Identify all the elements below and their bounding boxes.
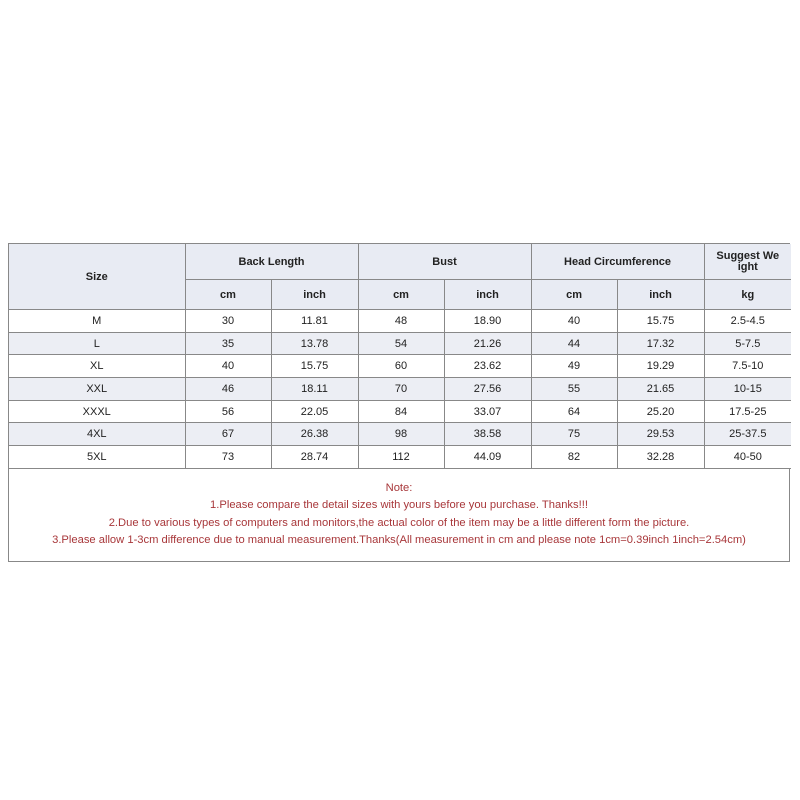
- table-cell: 75: [531, 423, 617, 446]
- table-cell: 35: [185, 332, 271, 355]
- table-cell: 38.58: [444, 423, 531, 446]
- notes-section: [9, 469, 789, 561]
- size-cell: XXL: [9, 378, 185, 401]
- table-cell: 28.74: [271, 446, 358, 469]
- table-cell: 40: [531, 310, 617, 333]
- table-cell: 25.20: [617, 400, 704, 423]
- table-cell: 21.26: [444, 332, 531, 355]
- table-cell: 73: [185, 446, 271, 469]
- table-cell: 30: [185, 310, 271, 333]
- table-cell: 7.5-10: [704, 355, 791, 378]
- table-cell: 54: [358, 332, 444, 355]
- unit-header: kg: [704, 280, 791, 310]
- table-cell: 84: [358, 400, 444, 423]
- size-cell: XL: [9, 355, 185, 378]
- note-line: 3.Please allow 1-3cm difference due to manual measurement.Thanks(All measurement in cm and please note 1cm=0.39inch 1inch=2.54cm): [52, 534, 746, 547]
- unit-header: cm: [185, 280, 271, 310]
- size-header: Size: [9, 244, 185, 310]
- size-table: [9, 244, 791, 469]
- table-cell: 32.28: [617, 446, 704, 469]
- table-cell: 48: [358, 310, 444, 333]
- table-cell: 23.62: [444, 355, 531, 378]
- table-cell: 70: [358, 378, 444, 401]
- table-cell: 29.53: [617, 423, 704, 446]
- table-cell: 17.5-25: [704, 400, 791, 423]
- table-row: [9, 332, 791, 355]
- suggest-weight-header: Suggest Weight: [704, 244, 791, 280]
- size-cell: M: [9, 310, 185, 333]
- table-row: [9, 378, 791, 401]
- table-cell: 82: [531, 446, 617, 469]
- table-cell: 10-15: [704, 378, 791, 401]
- table-cell: 40-50: [704, 446, 791, 469]
- table-cell: 56: [185, 400, 271, 423]
- table-cell: 49: [531, 355, 617, 378]
- size-cell: 4XL: [9, 423, 185, 446]
- table-cell: 18.11: [271, 378, 358, 401]
- table-cell: 46: [185, 378, 271, 401]
- unit-header: cm: [358, 280, 444, 310]
- note-line: 2.Due to various types of computers and monitors,the actual color of the item may be a little different form the picture.: [108, 516, 690, 529]
- table-cell: 33.07: [444, 400, 531, 423]
- table-cell: 13.78: [271, 332, 358, 355]
- table-cell: 64: [531, 400, 617, 423]
- unit-header: inch: [617, 280, 704, 310]
- table-cell: 44.09: [444, 446, 531, 469]
- unit-header: inch: [444, 280, 531, 310]
- size-cell: L: [9, 332, 185, 355]
- head-circumference-header: Head Circumference: [531, 244, 704, 280]
- table-cell: 19.29: [617, 355, 704, 378]
- size-cell: 5XL: [9, 446, 185, 469]
- unit-header: inch: [271, 280, 358, 310]
- back-length-header: Back Length: [185, 244, 358, 280]
- table-cell: 21.65: [617, 378, 704, 401]
- table-cell: 25-37.5: [704, 423, 791, 446]
- table-cell: 44: [531, 332, 617, 355]
- table-cell: 15.75: [617, 310, 704, 333]
- table-cell: 40: [185, 355, 271, 378]
- table-cell: 112: [358, 446, 444, 469]
- table-row: [9, 400, 791, 423]
- table-cell: 11.81: [271, 310, 358, 333]
- table-cell: 67: [185, 423, 271, 446]
- table-cell: 26.38: [271, 423, 358, 446]
- table-row: [9, 310, 791, 333]
- unit-header: cm: [531, 280, 617, 310]
- table-row: [9, 446, 791, 469]
- table-cell: 27.56: [444, 378, 531, 401]
- table-cell: 18.90: [444, 310, 531, 333]
- bust-header: Bust: [358, 244, 531, 280]
- table-cell: 15.75: [271, 355, 358, 378]
- size-chart: [8, 243, 790, 562]
- size-cell: XXXL: [9, 400, 185, 423]
- table-cell: 98: [358, 423, 444, 446]
- table-row: [9, 355, 791, 378]
- table-row: [9, 423, 791, 446]
- table-cell: 55: [531, 378, 617, 401]
- table-cell: 2.5-4.5: [704, 310, 791, 333]
- note-line: 1.Please compare the detail sizes with yours before you purchase. Thanks!!!: [210, 499, 588, 512]
- table-cell: 60: [358, 355, 444, 378]
- table-cell: 22.05: [271, 400, 358, 423]
- table-cell: 17.32: [617, 332, 704, 355]
- table-cell: 5-7.5: [704, 332, 791, 355]
- note-title: Note:: [385, 481, 413, 494]
